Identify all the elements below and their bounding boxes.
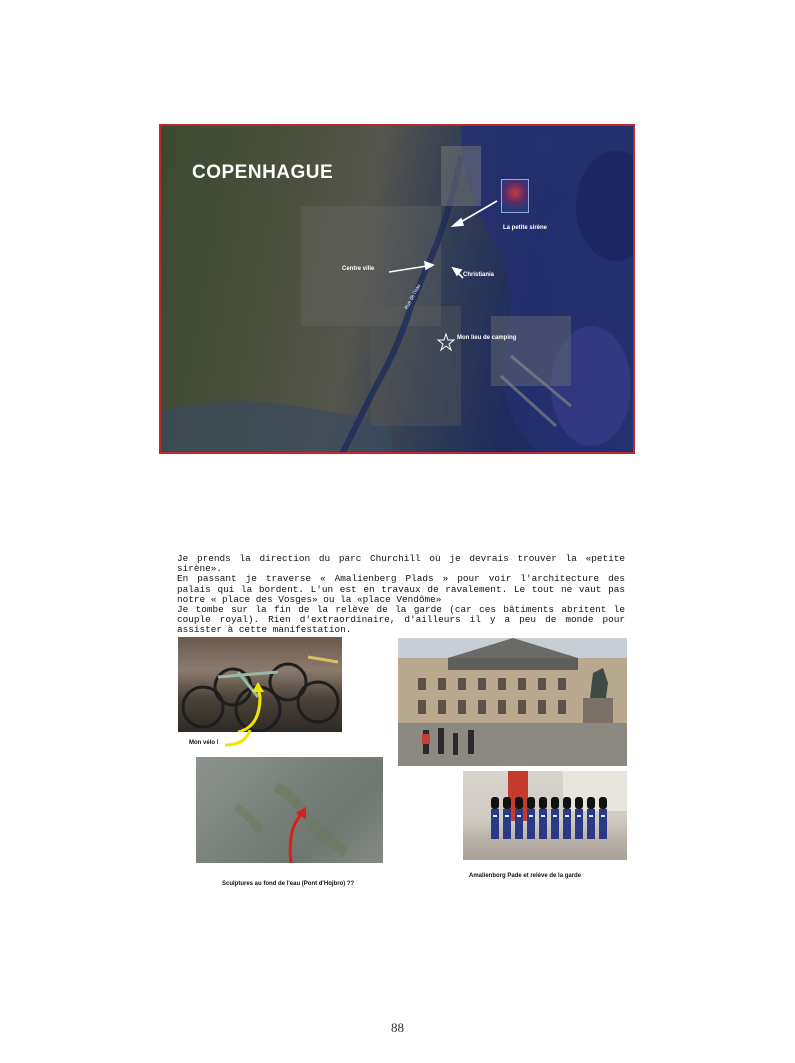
bike-caption: Mon vélo ! (189, 740, 219, 746)
water-caption: Sculptures au fond de l'eau (Pont d'Hojbro) ?? (222, 881, 355, 887)
map-title: COPENHAGUE (192, 162, 334, 183)
text-line-3: Je tombe sur la fin de la relève de la garde (car ces bâtiments abritent le couple royal). Rien d'extraordinaire, d'ailleurs il y a peu de monde pour assister à cette manifestation. (177, 604, 625, 636)
label-centre: Centre ville (342, 266, 375, 272)
label-harbour: Rue de l'eau (403, 283, 423, 311)
guards-caption: Amalienborg Pade et relève de la garde (469, 873, 582, 879)
bikes-photo (178, 637, 342, 732)
palace-photo (398, 638, 627, 766)
label-camping: Mon lieu de camping (457, 335, 517, 341)
text-line-1: Je prends la direction du parc Churchill où je devrais trouver la «petite sirène». (177, 553, 625, 575)
label-mermaid: La petite sirène (503, 225, 548, 231)
mermaid-icon (501, 179, 529, 213)
yellow-arrow-icon (225, 730, 255, 748)
water-photo (196, 757, 383, 863)
page-number: 88 (391, 1020, 404, 1035)
label-christiania: Christiania (463, 272, 495, 278)
text-line-2: En passant je traverse « Amalienberg Plads » pour voir l'architecture des palais qui la bordent. L'un est en travaux de ravalement. Le tout ne vaut pas notre « place des Vosges» ou la «place Vendôme» (177, 573, 625, 605)
copenhagen-map (159, 124, 635, 454)
guards-photo (463, 771, 627, 860)
body-text (177, 554, 625, 636)
